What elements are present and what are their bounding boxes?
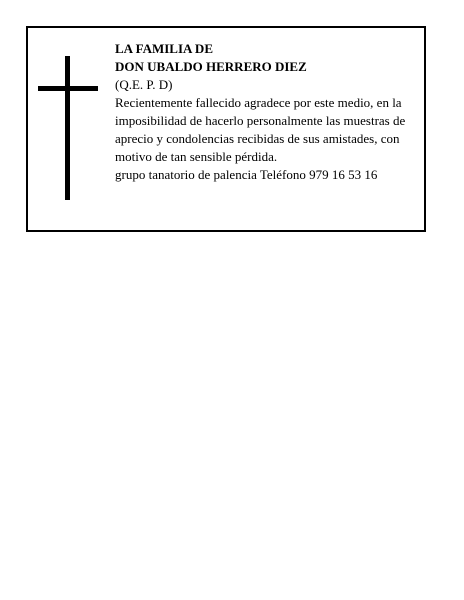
- message-line: motivo de tan sensible pérdida.: [115, 149, 278, 164]
- message-line: aprecio y condolencias recibidas de sus amistades, con: [115, 131, 400, 146]
- rip-text: (Q.E. P. D): [115, 77, 173, 92]
- notice-text: [115, 40, 425, 184]
- cross-vertical-bar: [65, 56, 70, 200]
- message-line: imposibilidad de hacerlo personalmente las muestras de: [115, 113, 406, 128]
- contact-info: grupo tanatorio de palencia Teléfono 979 16 53 16: [115, 167, 378, 182]
- deceased-name: DON UBALDO HERRERO DIEZ: [115, 59, 307, 74]
- cross-horizontal-bar: [38, 86, 98, 91]
- message-line: Recientemente fallecido agradece por este medio, en la: [115, 95, 402, 110]
- cross-icon: [38, 56, 98, 200]
- family-heading: LA FAMILIA DE: [115, 41, 213, 56]
- obituary-notice: [26, 26, 426, 232]
